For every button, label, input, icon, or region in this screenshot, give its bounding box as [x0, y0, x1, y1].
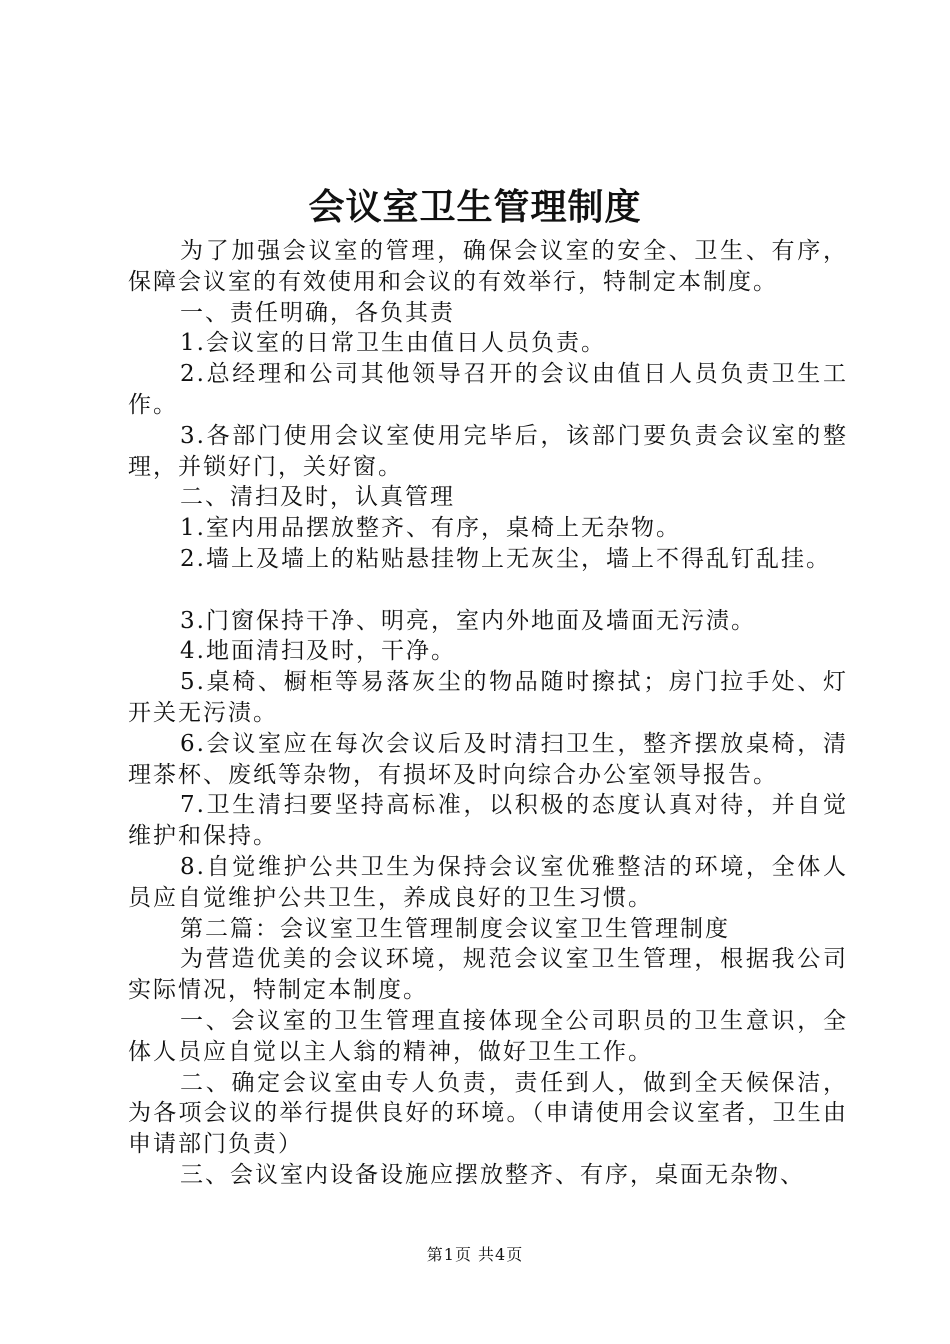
body-paragraph: 为营造优美的会议环境，规范会议室卫生管理，根据我公司实际情况，特制定本制度。: [128, 946, 848, 1004]
list-item: 7.卫生清扫要坚持高标准，以积极的态度认真对待，并自觉维护和保持。: [128, 792, 848, 850]
list-item: 三、会议室内设备设施应摆放整齐、有序，桌面无杂物、: [180, 1161, 805, 1188]
section-heading: 第二篇：会议室卫生管理制度会议室卫生管理制度: [180, 915, 730, 942]
list-item: 1.会议室的日常卫生由值日人员负责。: [180, 330, 606, 357]
list-item: 2.总经理和公司其他领导召开的会议由值日人员负责卫生工作。: [128, 361, 848, 418]
intro-paragraph: 为了加强会议室的管理，确保会议室的安全、卫生、有序，保障会议室的有效使用和会议的有效举行，特制定本制度。: [128, 238, 848, 295]
list-item: 2.墙上及墙上的粘贴悬挂物上无灰尘，墙上不得乱钉乱挂。: [180, 545, 831, 572]
list-item: 6.会议室应在每次会议后及时清扫卫生，整齐摆放桌椅，清理茶杯、废纸等杂物，有损坏及时向综合办公室领导报告。: [128, 730, 848, 788]
list-item: 1.室内用品摆放整齐、有序，桌椅上无杂物。: [180, 515, 681, 542]
list-item: 4.地面清扫及时，干净。: [180, 638, 456, 665]
document-title: 会议室卫生管理制度: [308, 187, 642, 228]
blank-line: [128, 575, 848, 606]
list-item: 3.门窗保持干净、明亮，室内外地面及墙面无污渍。: [180, 607, 756, 634]
list-item: 8.自觉维护公共卫生为保持会议室优雅整洁的环境，全体人员应自觉维护公共卫生，养成良好的卫生习惯。: [128, 853, 848, 911]
list-item: 5.桌椅、橱柜等易落灰尘的物品随时擦拭；房门拉手处、灯开关无污渍。: [128, 669, 848, 726]
document-body: [128, 236, 848, 1191]
list-item: 3.各部门使用会议室使用完毕后，该部门要负责会议室的整理，并锁好门，关好窗。: [128, 422, 848, 480]
page-footer: 第1页 共4页: [426, 1245, 524, 1264]
list-item: 一、会议室的卫生管理直接体现全公司职员的卫生意识，全体人员应自觉以主人翁的精神，做好卫生工作。: [128, 1007, 848, 1065]
list-item: 二、确定会议室由专人负责，责任到人，做到全天候保洁，为各项会议的举行提供良好的环境。（申请使用会议室者，卫生由申请部门负责）: [128, 1069, 848, 1158]
section-heading: 一、责任明确，各负其责: [180, 299, 455, 326]
section-heading: 二、清扫及时，认真管理: [180, 484, 455, 511]
